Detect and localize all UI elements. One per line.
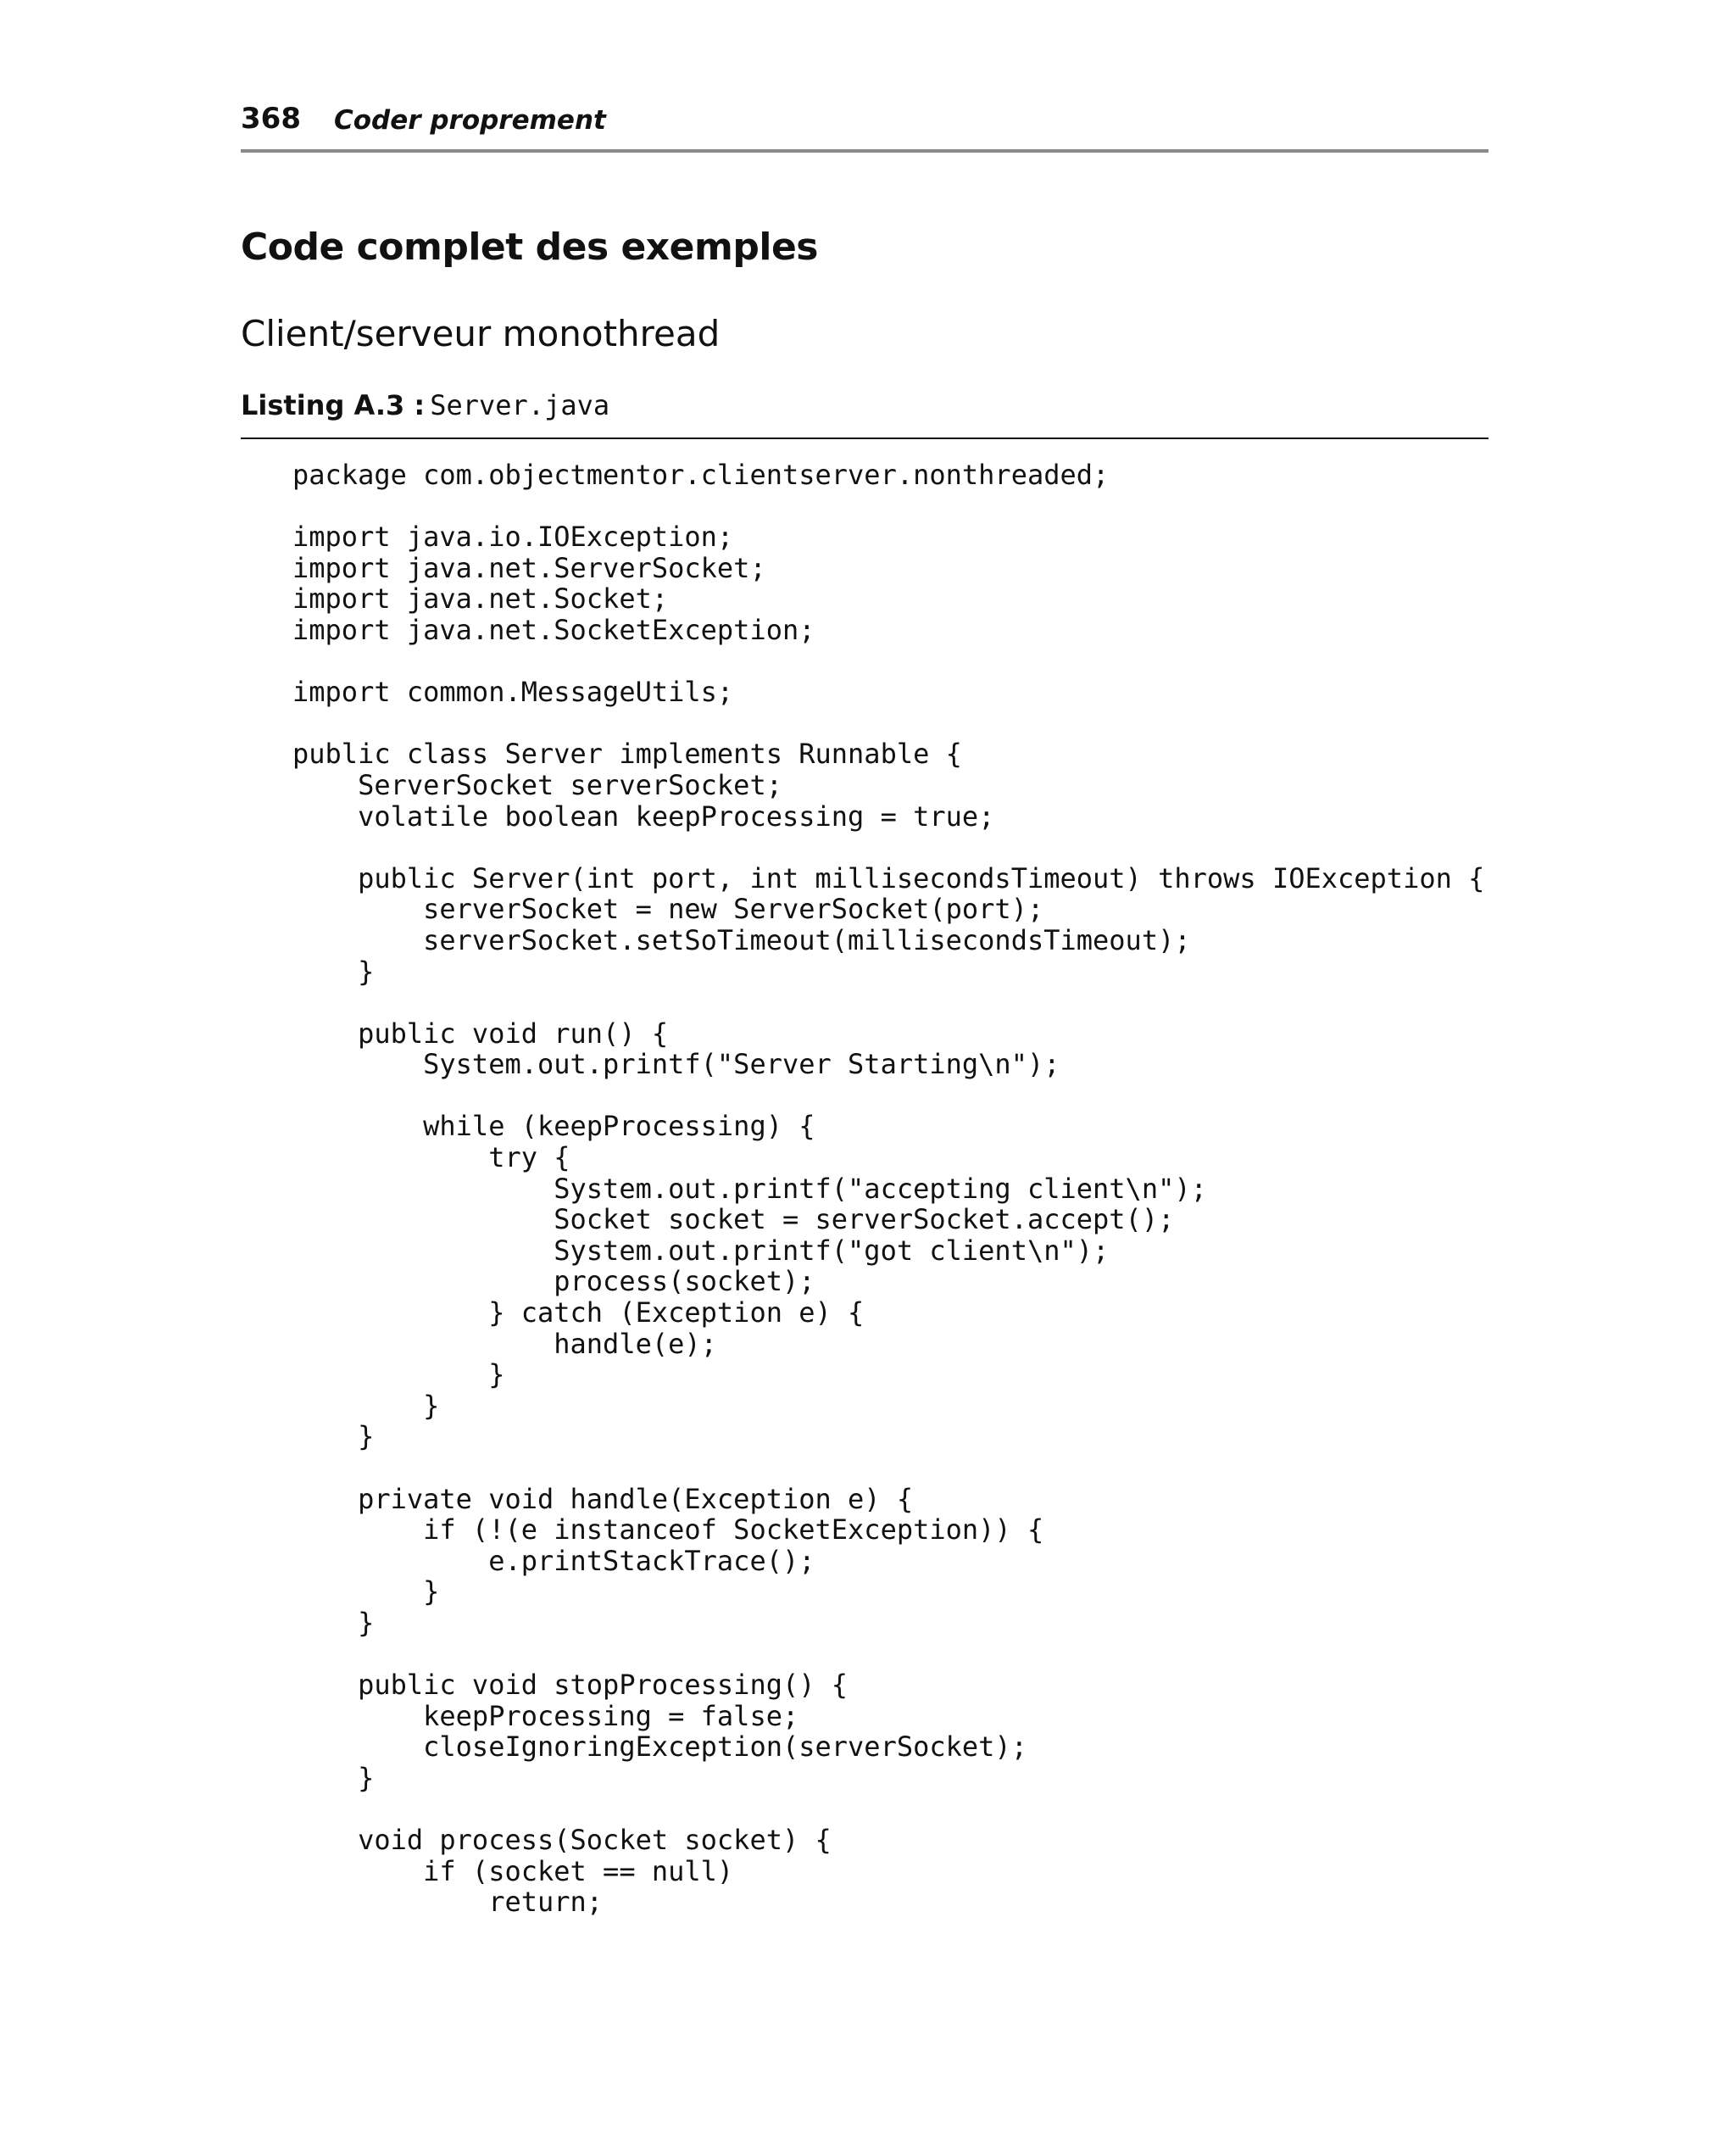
subsection-title: Client/serveur monothread [241, 313, 721, 354]
listing-label: Listing A.3 : [241, 389, 426, 421]
section-title: Code complet des exemples [241, 226, 818, 269]
running-header [241, 100, 1488, 153]
page-number: 368 [241, 102, 301, 136]
listing-filename: Server.java [430, 389, 610, 421]
listing-caption [241, 385, 1488, 439]
code-listing: package com.objectmentor.clientserver.nonthreaded; import java.io.IOException; import java.net.ServerSocket; import java.net.Socket; import java.net.SocketException; import common.MessageUtils; public class Server implements Runnable { ServerSocket serverSocket; volatile boolean keepProcessing = true; public Server(int port, int millisecondsTimeout) throws IOException { serverSocket = new ServerSocket(port); serverSocket.setSoTimeout(millisecondsTimeout); } public void run() { System.out.printf("Server Starting\n"); while (keepProcessing) { try { System.out.printf("accepting client\n"); Socket socket = serverSocket.accept(); System.out.printf("got client\n"); process(socket); } catch (Exception e) { handle(e); } } } private void handle(Exception e) { if (!(e instanceof SocketException)) { e.printStackTrace(); } } public void stopProcessing() { keepProcessing = false; closeIgnoringException(serverSocket); } void process(Socket socket) { if (socket == null) return; [292, 459, 1485, 1919]
running-title: Coder proprement [334, 105, 606, 136]
